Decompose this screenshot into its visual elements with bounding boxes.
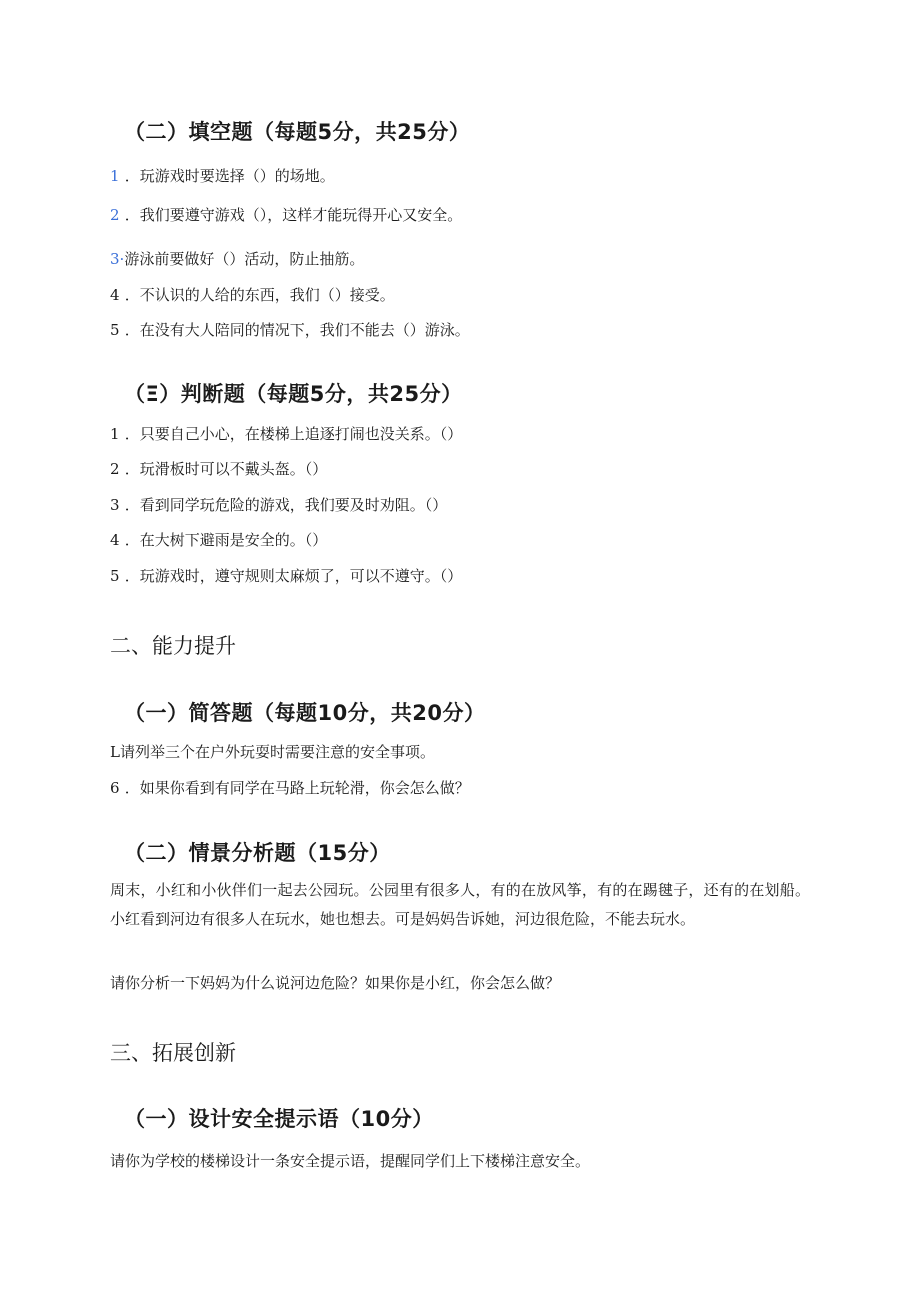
short-answer-heading: （一）简答题（每题10分，共20分） xyxy=(124,701,486,725)
fill-blank-item-4 xyxy=(110,285,395,305)
item-number: 1 xyxy=(110,425,120,443)
true-false-item-5 xyxy=(110,566,462,586)
item-text: ．在大树下避雨是安全的。（） xyxy=(124,531,328,549)
item-text: ．玩游戏时，遵守规则太麻烦了，可以不遵守。（） xyxy=(124,567,463,585)
fill-blank-item-3 xyxy=(110,249,364,269)
item-text: ．看到同学玩危险的游戏，我们要及时劝阻。（） xyxy=(124,496,448,514)
fill-blank-item-5 xyxy=(110,320,470,340)
item-text: ．玩游戏时要选择（）的场地。 xyxy=(124,167,335,185)
scenario-paragraph: 周末，小红和小伙伴们一起去公园玩。公园里有很多人，有的在放风筝，有的在踢毽子，还有的在划船。小红看到河边有很多人在玩水，她也想去。可是妈妈告诉她，河边很危险，不能去玩水。 xyxy=(110,881,810,928)
item-number: 2 xyxy=(110,460,120,478)
true-false-item-3 xyxy=(110,495,447,515)
item-number: 4 xyxy=(110,286,120,304)
item-text: 游泳前要做好（）活动，防止抽筋。 xyxy=(124,250,365,268)
design-question: 请你为学校的楼梯设计一条安全提示语，提醒同学们上下楼梯注意安全。 xyxy=(110,1152,591,1170)
item-number: 3· xyxy=(110,250,125,268)
fill-blank-item-2 xyxy=(110,205,462,225)
fill-blank-item-1 xyxy=(110,166,335,186)
true-false-item-4 xyxy=(110,530,327,550)
item-number: 1 xyxy=(110,167,120,185)
scenario-question: 请你分析一下妈妈为什么说河边危险？如果你是小红，你会怎么做？ xyxy=(110,974,561,992)
true-false-item-2 xyxy=(110,459,327,479)
item-text: ．玩滑板时可以不戴头盔。（） xyxy=(124,460,328,478)
short-answer-item-2 xyxy=(110,778,470,798)
true-false-heading: （Ξ）判断题（每题5分，共25分） xyxy=(124,382,463,406)
short-answer-item-1: L请列举三个在户外玩耍时需要注意的安全事项。 xyxy=(110,743,435,761)
item-text: ．不认识的人给的东西，我们（）接受。 xyxy=(124,286,395,304)
item-text: ．我们要遵守游戏（），这样才能玩得开心又安全。 xyxy=(124,206,463,224)
item-text: ．只要自己小心，在楼梯上追逐打闹也没关系。（） xyxy=(124,425,463,443)
design-heading: （一）设计安全提示语（10分） xyxy=(124,1107,434,1131)
item-text: ．在没有大人陪同的情况下，我们不能去（）游泳。 xyxy=(124,321,470,339)
item-number: 6 xyxy=(110,779,120,797)
item-number: 4 xyxy=(110,531,120,549)
item-number: 2 xyxy=(110,206,120,224)
item-number: 5 xyxy=(110,321,120,339)
item-number: 5 xyxy=(110,567,120,585)
item-number: 3 xyxy=(110,496,120,514)
true-false-item-1 xyxy=(110,424,462,444)
item-text: ．如果你看到有同学在马路上玩轮滑，你会怎么做？ xyxy=(124,779,470,797)
section-two-heading: 二、能力提升 xyxy=(110,634,236,658)
section-three-heading: 三、拓展创新 xyxy=(110,1041,236,1065)
scenario-heading: （二）情景分析题（15分） xyxy=(124,841,391,865)
fill-blank-heading: （二）填空题（每题5分，共25分） xyxy=(124,120,471,144)
